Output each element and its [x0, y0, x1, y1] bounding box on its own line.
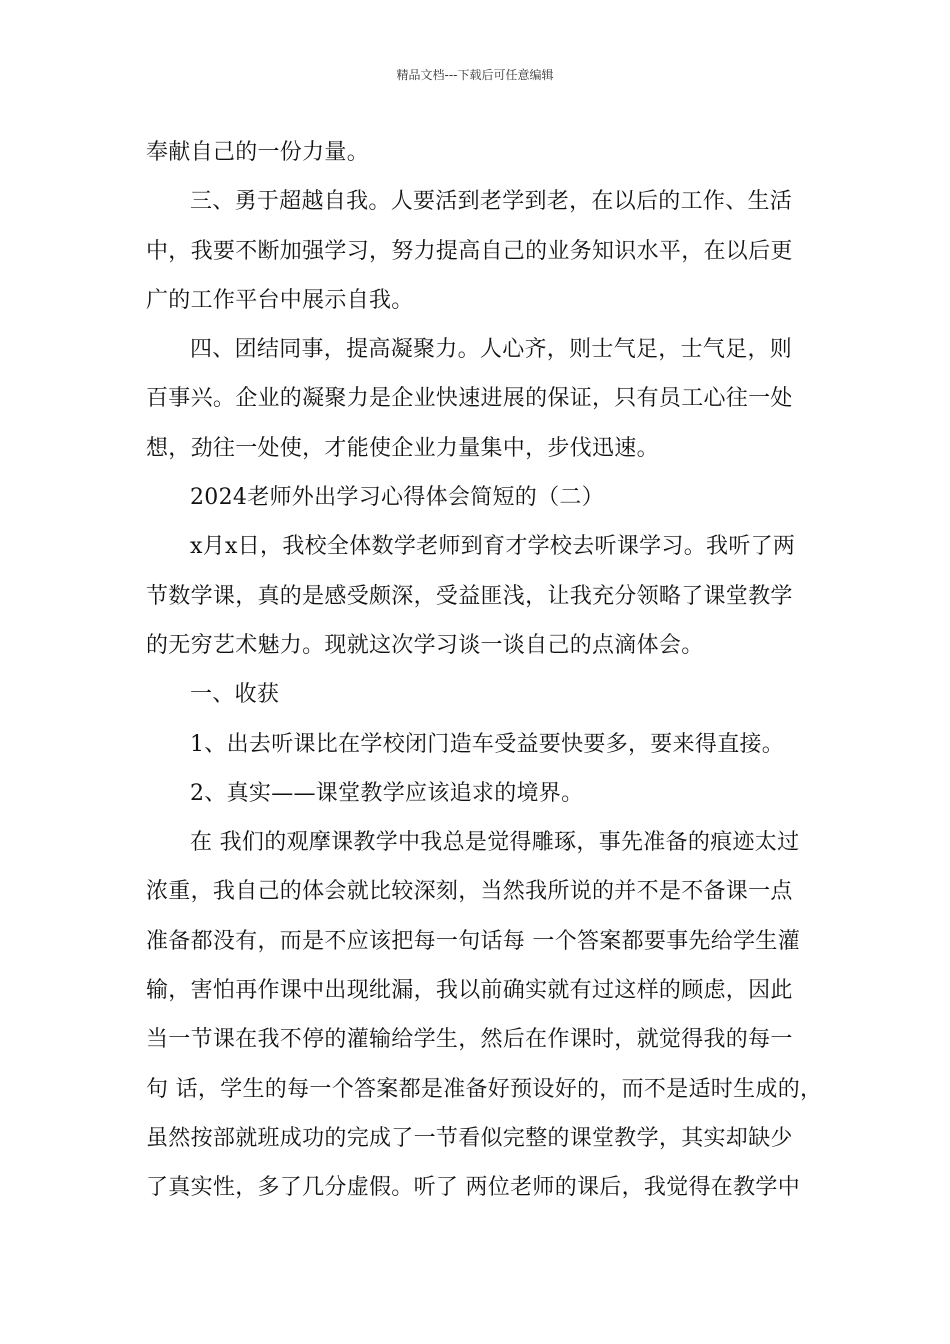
text-line: 浓重，我自己的体会就比较深刻，当然我所说的并不是不备课一点	[146, 879, 793, 905]
page-header: 精品文档---下载后可任意编辑	[396, 68, 554, 82]
text-line: 了真实性，多了几分虚假。听了 两位老师的课后，我觉得在教学中	[146, 1175, 800, 1201]
subheading: 一、收获	[190, 682, 280, 708]
text-line: 四、团结同事，提高凝聚力。人心齐，则士气足，士气足，则	[190, 337, 793, 363]
text-line: 三、勇于超越自我。人要活到老学到老，在以后的工作、生活	[190, 189, 793, 215]
text-line: 虽然按部就班成功的完成了一节看似完整的课堂教学，其实却缺少	[146, 1125, 793, 1151]
text-line: x月x日，我校全体数学老师到育才学校去听课学习。我听了两	[190, 534, 796, 560]
text-line: 节数学课，真的是感受颇深，受益匪浅，让我充分领略了课堂教学	[146, 583, 793, 609]
text-line: 1、出去听课比在学校闭门造车受益要快要多，要来得直接。	[190, 731, 785, 757]
text-line: 句 话，学生的每一个答案都是准备好预设好的，而不是适时生成的，	[146, 1076, 823, 1102]
text-line: 2、真实——课堂教学应该追求的境界。	[190, 780, 584, 806]
text-line: 当一节课在我不停的灌输给学生，然后在作课时，就觉得我的每一	[146, 1027, 793, 1053]
text-line: 百事兴。企业的凝聚力是企业快速进展的保证，只有员工心往一处	[146, 386, 793, 412]
text-line: 中，我要不断加强学习，努力提高自己的业务知识水平，在以后更	[146, 238, 793, 264]
text-line: 奉献自己的一份力量。	[146, 140, 370, 165]
section-title: 2024老师外出学习心得体会简短的（二）	[190, 485, 604, 511]
text-line: 准备都没有，而是不应该把每一句话每 一个答案都要事先给学生灌	[146, 928, 800, 954]
text-line: 想，劲往一处使，才能使企业力量集中，步伐迅速。	[146, 435, 659, 461]
text-line: 广的工作平台中展示自我。	[146, 287, 414, 313]
text-line: 在 我们的观摩课教学中我总是觉得雕琢，事先准备的痕迹太过	[190, 830, 800, 856]
text-line: 的无穷艺术魅力。现就这次学习谈一谈自己的点滴体会。	[146, 632, 704, 658]
text-line: 输，害怕再作课中出现纰漏，我以前确实就有过这样的顾虑，因此	[146, 978, 793, 1004]
document-body	[146, 128, 826, 1213]
